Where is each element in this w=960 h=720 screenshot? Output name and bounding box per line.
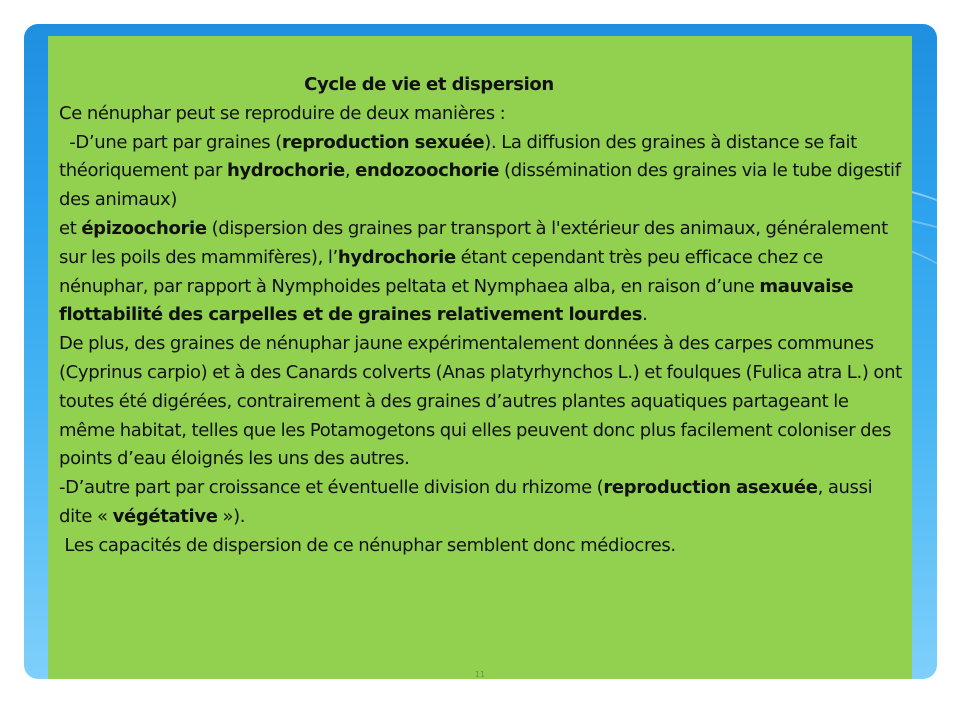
body-paragraph bbox=[59, 215, 904, 330]
bold-term: végétative bbox=[112, 505, 218, 527]
bold-term: reproduction asexuée bbox=[603, 477, 818, 499]
text-run: , bbox=[344, 160, 356, 182]
body-paragraphs bbox=[59, 100, 907, 561]
text-run: Ce nénuphar peut se reproduire de deux manières : bbox=[59, 102, 506, 124]
bold-term: endozoochorie bbox=[355, 160, 500, 182]
bold-term: épizoochorie bbox=[81, 217, 207, 239]
text-run: (dissémination des graines via le tube digestif des animaux) bbox=[59, 160, 906, 211]
body-paragraph bbox=[59, 532, 904, 561]
text-run: , aussi dite « bbox=[59, 477, 878, 527]
text-run: Les capacités de dispersion de ce nénuphar semblent donc médiocres. bbox=[59, 534, 676, 556]
text-run: et bbox=[59, 217, 82, 239]
body-paragraph bbox=[59, 100, 904, 129]
text-run: -D’autre part par croissance et éventuelle division du rhizome ( bbox=[59, 477, 604, 499]
text-run: De plus, des graines de nénuphar jaune expérimentalement données à des carpes communes (Cyprinus carpio) et à des Canards colverts (Anas platyrhynchos L.) et foulques (Fulica atra L.) ont toutes été digérées, contrairement à des graines d’autres plantes aquatiques partageant le même habitat, telles que les Potamogetons qui elles peuvent donc plus facilement coloniser des points d’eau éloignés les uns des autres. bbox=[59, 333, 907, 470]
text-run: -D’une part par graines ( bbox=[59, 131, 282, 153]
slide-title: Cycle de vie et dispersion bbox=[304, 74, 554, 95]
text-run: . bbox=[642, 304, 648, 326]
body-paragraph bbox=[59, 129, 904, 215]
bold-term: mauvaise flottabilité des carpelles et de graines relativement lourdes bbox=[59, 275, 859, 326]
content-box bbox=[48, 36, 912, 679]
body-paragraph bbox=[59, 330, 907, 474]
text-run: (dispersion des graines par transport à l'extérieur des animaux, généralement sur les poils des mammifères), l’ bbox=[59, 217, 893, 268]
bold-term: hydrochorie bbox=[226, 160, 345, 182]
bold-term: reproduction sexuée bbox=[281, 131, 485, 153]
bold-term: hydrochorie bbox=[337, 246, 456, 268]
slide-text bbox=[59, 71, 907, 561]
page-number: 11 bbox=[474, 670, 486, 679]
text-run: »). bbox=[217, 505, 246, 527]
body-paragraph bbox=[59, 474, 904, 532]
text-run: ). La diffusion des graines à distance se fait théoriquement par bbox=[59, 131, 862, 182]
text-run: étant cependant très peu efficace chez ce nénuphar, par rapport à Nymphoides peltata et Nymphaea alba, en raison d’une bbox=[59, 246, 828, 297]
